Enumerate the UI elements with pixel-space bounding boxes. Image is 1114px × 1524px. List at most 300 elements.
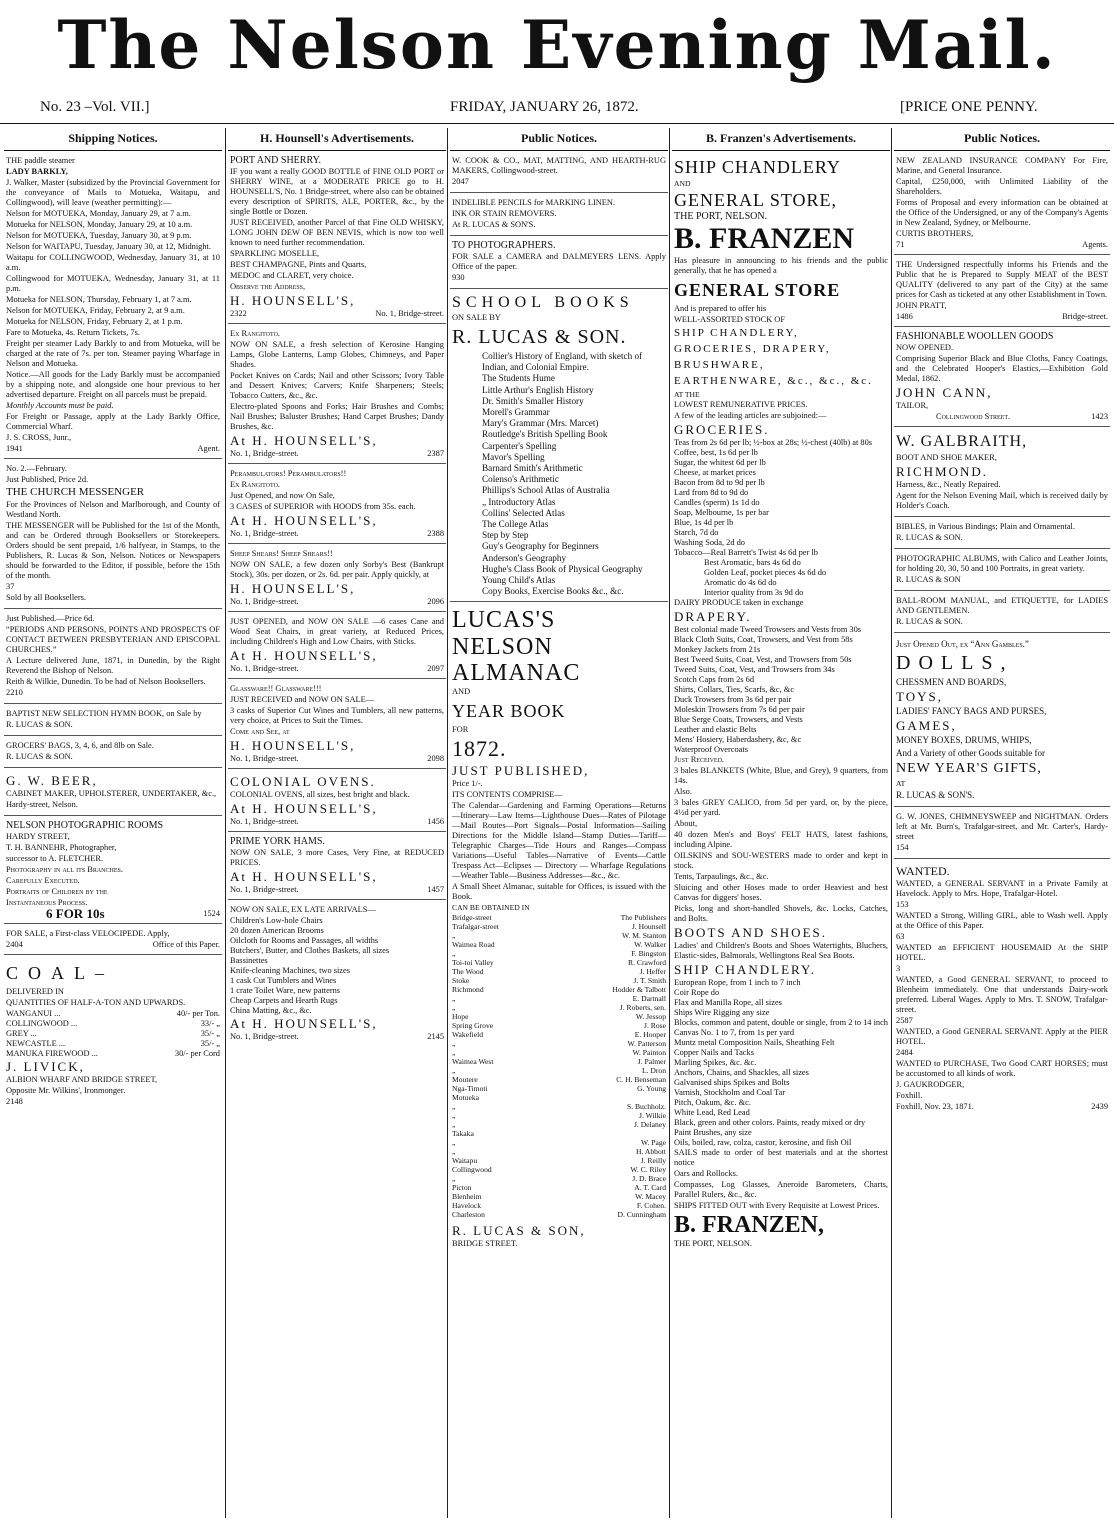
ad-number: 2145 (427, 1032, 444, 1041)
ad-line: No. 1, Bridge-street. (230, 817, 299, 826)
ad-line: GROCERIES, DRAPERY, (674, 343, 831, 355)
ad-line: R. LUCAS & SON. (896, 617, 963, 626)
ad-line: Monthly Accounts must be paid. (6, 401, 114, 410)
ad-line: R. LUCAS & SON (896, 575, 961, 584)
book-item: Barnard Smith's Arithmetic (482, 463, 583, 474)
ad-title: B. FRANZEN, (674, 1212, 825, 1238)
ad-title: At H. HOUNSELL'S, (230, 869, 378, 884)
ad-line: FOR SALE a CAMERA and DALMEYERS LENS. Apply Office of the paper. (452, 252, 666, 271)
ad-line: NOW OPENED. (896, 343, 954, 352)
book-item: Mary's Grammar (Mrs. Marcet) (482, 418, 599, 429)
agent-place: Takaka (452, 1129, 474, 1139)
ad-number: 2439 (1091, 1102, 1108, 1111)
ad-line: Forms of Proposal and every information can be obtained at the Office of the Undersigned, or any of the Company's Agents in New Zealand, Sydney, or Melbourne. (896, 198, 1108, 227)
ad-port-sherry (228, 154, 446, 324)
ad-perambulators (228, 467, 446, 544)
agent-place: „ (452, 931, 456, 941)
list-item: Blue, 1s 4d per lb (674, 518, 734, 527)
ad-line: Bridge-street. (1062, 312, 1108, 321)
ad-line: No. 1, Bridge-street. (230, 529, 299, 538)
book-item: Carpenter's Spelling (482, 440, 557, 451)
list-item: Canvas No. 1 to 7, from 1s per yard (674, 1028, 795, 1037)
agent-place: Havelock (452, 1201, 482, 1211)
agent-place: Picton (452, 1183, 472, 1193)
ad-line: Hardy-street, Nelson. (6, 800, 78, 809)
ad-title: BOOTS AND SHOES. (674, 925, 827, 940)
list-item: 1 cask Cut Tumblers and Wines (230, 976, 337, 985)
ad-title: WANTED. (896, 864, 950, 878)
ad-line: Tents, Tarpaulings, &c., &c. (674, 872, 769, 881)
ad-number: 2097 (427, 664, 444, 673)
agent-place: Wakefield (452, 1030, 484, 1040)
agent-place: „ (452, 949, 456, 959)
list-item: Teas from 2s 6d per lb; ½-box at 28s; ½-chest (40lb) at 80s (674, 438, 873, 447)
ad-title: GENERAL STORE, (674, 190, 838, 210)
ad-title: R. LUCAS & SON. (452, 326, 627, 348)
agent-place: „ (452, 1048, 456, 1058)
agent-place: „ (452, 1174, 456, 1184)
agent-name: J. Reilly (640, 1156, 666, 1166)
agent-name: D. Cunningham (617, 1210, 666, 1220)
ad-title: DRAPERY. (674, 609, 752, 624)
ad-colonial-ovens (228, 772, 446, 832)
list-item: Aromatic do 4s 6d do (704, 578, 777, 587)
column-heading: Public Notices. (450, 128, 668, 151)
agent-place: Moutere (452, 1075, 478, 1085)
list-item: Marling Spikes, &c. &c. (674, 1058, 757, 1067)
ad-line: NOW ON SALE, 3 more Cases, Very Fine, at REDUCED PRICES. (230, 848, 444, 867)
agent-name: J. Wilkie (639, 1111, 666, 1121)
list-item: Best colonial made Tweed Trowsers and Vests from 30s (674, 625, 862, 634)
ad-number: 2404 (6, 940, 23, 949)
ad-title: COLONIAL OVENS. (230, 774, 376, 789)
list-item: Tweed Suits, Coat, Vest, and Trowsers from 34s (674, 665, 835, 674)
book-item: Hughe's Class Book of Physical Geography (482, 563, 643, 574)
agent-name: F. Bingston (631, 949, 666, 959)
ad-insurance (894, 154, 1110, 255)
ad-line: DELIVERED IN (6, 987, 64, 996)
list-item: Varnish, Stockholm and Coal Tar (674, 1088, 786, 1097)
ad-line: WANTED a Strong, Willing GIRL, able to Wash well. Apply at the Office of this Paper. (896, 911, 1108, 930)
ad-line: Agent. (197, 444, 220, 453)
ad-line: ON SALE BY (452, 313, 501, 322)
ad-title: R. LUCAS & SON, (452, 1223, 586, 1239)
ad-title: H. HOUNSELL'S, (230, 738, 356, 753)
list-item: China Matting, &c., &c. (230, 1006, 312, 1015)
ad-woollen-goods (894, 330, 1110, 427)
ad-title: TO PHOTOGRAPHERS. (452, 240, 556, 251)
list-item: Best Aromatic, bars 4s 6d do (704, 558, 801, 567)
agent-name: J. Rose (644, 1021, 666, 1031)
ad-title: NEW YEAR'S GIFTS, (896, 761, 1042, 776)
agent-name: R. Crawford (628, 958, 666, 968)
ad-number: 2387 (427, 449, 444, 458)
ad-line: Reith & Wilkie, Dunedin. To be had of Nelson Booksellers. (6, 677, 206, 686)
agent-place: Bridge-street (452, 913, 492, 923)
ad-line: Oars and Rollocks. (674, 1169, 738, 1178)
ad-line: NEW ZEALAND INSURANCE COMPANY For Fire, Marine, and General Insurance. (896, 156, 1108, 175)
ad-line: GROCERS' BAGS, 3, 4, 6, and 8lb on Sale. (6, 741, 154, 750)
coal-type: GREY ... (6, 1029, 37, 1038)
column-heading: Shipping Notices. (4, 128, 222, 151)
column-franzen (672, 128, 890, 1524)
ad-title: NELSON PHOTOGRAPHIC ROOMS (6, 820, 164, 831)
sailing-line: Motueka for NELSON, Friday, February 2, at 1 p.m. (6, 317, 183, 326)
ad-line: JUST RECEIVED, another Parcel of that Fine OLD WHISKY, LONG JOHN DEW OF BEN NEVIS, which is now too well known to need further recommendation. (230, 218, 444, 247)
ad-velocipede (4, 927, 222, 955)
agent-place: Charleston (452, 1210, 485, 1220)
ad-line: PHOTOGRAPHIC ALBUMS, with Calico and Leather Joints, for holding 20, 30, 50 and 100 Portraits, in great variety. (896, 554, 1108, 573)
ad-line: R. LUCAS & SON. (6, 752, 73, 761)
ad-title: GAMES, (896, 718, 957, 733)
agent-place: „ (452, 1138, 456, 1148)
ad-grocers-bags (4, 739, 222, 768)
ad-title: B. FRANZEN (674, 222, 855, 255)
ad-line: TAILOR, (896, 401, 929, 410)
ad-line: 40 dozen Men's and Boys' FELT HATS, latest fashions, including Alpine. (674, 830, 888, 849)
ad-title: J. LIVICK, (6, 1059, 85, 1074)
list-item: Lard from 8d to 9d do (674, 488, 749, 497)
list-item: Black, green and other colors. Paints, ready mixed or dry (674, 1118, 866, 1127)
agent-name: W. Macey (635, 1192, 666, 1202)
ad-title: JUST PUBLISHED, (452, 763, 590, 779)
ad-school-books (450, 292, 668, 602)
ad-line: No. 2.—February. (6, 464, 67, 473)
ad-wanted (894, 862, 1110, 1116)
ad-line: BOOT AND SHOE MAKER, (896, 453, 997, 462)
coal-type: NEWCASTLE ... (6, 1039, 66, 1048)
ad-line: SAILS made to order of best materials and at the shortest notice (674, 1148, 888, 1167)
ad-title: GENERAL STORE (674, 280, 841, 300)
coal-type: MANUKA FIREWOOD ... (6, 1049, 98, 1058)
list-item: Cheese, at market prices (674, 468, 756, 477)
ad-title: TOYS, (896, 689, 943, 704)
ad-line: BRUSHWARE, (674, 359, 765, 371)
ad-line: BAPTIST NEW SELECTION HYMN BOOK, on Sale by (6, 709, 202, 718)
ad-line: ALBION WHARF AND BRIDGE STREET, (6, 1075, 158, 1084)
ad-number: 2098 (427, 754, 444, 763)
ad-kerosine-lamps (228, 327, 446, 464)
ad-number: 1457 (427, 885, 444, 894)
ad-line: Ladies' and Children's Boots and Shoes Watertights, Bluchers, Elastic-sides, Balmorals, Wellingtons Real Sea Boots. (674, 941, 888, 960)
ad-number: 3 (896, 964, 901, 973)
ad-line: Harness, &c., Neatly Repaired. (896, 480, 1001, 489)
ad-line: LADY BARKLY, (6, 167, 68, 176)
ad-title: H. HOUNSELL'S, (230, 293, 356, 308)
agent-place: „ (452, 1039, 456, 1049)
ad-price: 6 FOR 10s (46, 906, 105, 921)
list-item: Coffee, best, 1s 6d per lb (674, 448, 758, 457)
list-item: Candles (sperm) 1s 1d do (674, 498, 760, 507)
list-item: Best Tweed Suits, Coat, Vest, and Trowsers from 50s (674, 655, 852, 664)
ad-number: 2148 (6, 1097, 23, 1106)
ad-line: AND (452, 687, 471, 697)
ad-line: W. COOK & CO., MAT, MATTING, AND HEARTH-RUG MAKERS, Collingwood-street. (452, 156, 666, 175)
ad-line: And a Variety of other Goods suitable for (896, 748, 1046, 758)
ad-line: CURTIS BROTHERS, (896, 229, 974, 238)
ad-line: Capital, £250,000, with Unlimited Liability of the Shareholders. (896, 177, 1108, 196)
ad-line: BIBLES, in Various Bindings; Plain and Ornamental. (896, 522, 1075, 531)
ad-line: AT (896, 779, 906, 788)
ad-church-messenger (4, 462, 222, 609)
ad-title: SCHOOL BOOKS (452, 294, 634, 311)
ad-photographic-rooms (4, 819, 222, 924)
ad-line: HARDY STREET, (6, 832, 70, 841)
agent-name: W. Patterson (627, 1039, 666, 1049)
list-item: Leather and elastic Belts (674, 725, 757, 734)
agent-name: J. D. Brace (632, 1174, 666, 1184)
ad-line: T. H. BANNEHR, Photographer, (6, 843, 117, 852)
agent-place: Toi-toi Valley (452, 958, 494, 968)
ad-line: successor to A. FLETCHER. (6, 854, 104, 863)
agent-name: J. Hounsell (631, 922, 666, 932)
sailing-line: Collingwood for MOTUEKA, Wednesday, January 31, at 11 p.m. (6, 274, 220, 293)
book-item: The Students Hume (482, 373, 555, 384)
masthead: The Nelson Evening Mail. (57, 6, 1057, 84)
agent-name: J. Palmer (637, 1057, 666, 1067)
ad-title: SHIP CHANDLERY. (674, 962, 816, 977)
list-item: Paint Brushes, any size (674, 1128, 752, 1137)
list-item: Soap, Melbourne, 1s per bar (674, 508, 769, 517)
ad-line: JOHN PRATT, (896, 301, 947, 310)
ad-line: NOW ON SALE, a few dozen only Sorby's Best (Bankrupt Stock), 30s. per dozen, or 2s. 6d. per pair. Apply quickly, at (230, 560, 444, 579)
ad-line: G. W. JONES, CHIMNEYSWEEP and NIGHTMAN. Orders left at Mr. Burn's, Trafalgar-street, and Mr. Carter's, Hardy-street (896, 812, 1108, 841)
column-shipping (4, 128, 222, 1524)
list-item: 20 dozen American Brooms (230, 926, 324, 935)
agent-name: S. Buchholz. (626, 1102, 666, 1112)
agent-name: W. Painton (632, 1048, 666, 1058)
agent-name: F. Cohen. (636, 1201, 666, 1211)
ad-title: SHIP CHANDLERY (674, 157, 841, 177)
list-item: White Lead, Red Lead (674, 1108, 750, 1117)
ad-line: Come and See, at (230, 727, 290, 736)
ad-line: Fare to Motueka, 4s. Return Tickets, 7s. (6, 328, 140, 337)
ad-title: Perambulators! Perambulators!! (230, 469, 347, 478)
list-item: Sugar, the whitest 6d per lb (674, 458, 766, 467)
list-item: Cheap Carpets and Hearth Rugs (230, 996, 338, 1005)
issue-date: FRIDAY, JANUARY 26, 1872. (450, 99, 639, 115)
ad-line: JUST RECEIVED and NOW ON SALE— (230, 695, 375, 704)
ad-dolls-toys (894, 636, 1110, 807)
sailing-line: Nelson for MOTUEKA, Friday, February 2, at 9 a.m. (6, 306, 185, 315)
ad-number: 2388 (427, 529, 444, 538)
ad-line: Instantaneous Process. (6, 898, 88, 907)
ad-number: 2210 (6, 688, 23, 697)
ad-chairs (228, 615, 446, 679)
ad-number: 930 (452, 273, 465, 282)
agent-place: Stoke (452, 976, 470, 986)
coal-price: 33/- „ (200, 1019, 220, 1028)
ad-almanac (450, 605, 668, 1254)
list-item: Pitch, Oakum, &c. &c. (674, 1098, 751, 1107)
column-heading: B. Franzen's Advertisements. (672, 128, 890, 151)
ad-title: JOHN CANN, (896, 385, 993, 400)
book-item: Little Arthur's English History (482, 384, 594, 395)
list-item: Scotch Caps from 2s 6d (674, 675, 755, 684)
ad-line: Comprising Superior Black and Blue Cloths, Fancy Coatings, and the Celebrated Hooper's Elastics,—Exhibition Gold Medal, 1862. (896, 354, 1108, 383)
ad-line: SHIPS FITTED OUT with Every Requisite at Lowest Prices. (674, 1201, 880, 1210)
ad-ballroom (894, 594, 1110, 633)
list-item: 1 crate Toilet Ware, new patterns (230, 986, 341, 995)
ad-line: 3 casks of Superior Cut Wines and Tumblers, all new patterns, very choice, at Prices to Suit the Times. (230, 706, 444, 725)
agent-name: W. C. Riley (630, 1165, 666, 1175)
ad-title: “PERIODS AND PERSONS, POINTS AND PROSPECTS OF CONTACT BETWEEN PRESBYTERIAN AND EPISCOPAL CHURCHES.” (6, 625, 220, 654)
ad-line: Agents. (1082, 240, 1108, 249)
list-item: Blocks, common and patent, double or single, from 2 to 14 inch (674, 1018, 888, 1027)
agent-place: Richmond (452, 985, 484, 995)
ad-line: 3 bales BLANKETS (White, Blue, and Grey), 9 quarters, from 14s. (674, 766, 888, 785)
column-public-notices (450, 128, 668, 1524)
ad-title: GROCERIES. (674, 422, 770, 437)
coal-price: 35/- „ (200, 1039, 220, 1048)
ad-line: R. LUCAS & SON. (6, 720, 73, 729)
list-item: Flax and Manilla Rope, all sizes (674, 998, 782, 1007)
ad-title: H. HOUNSELL'S, (230, 581, 356, 596)
list-item: Oilcloth for Rooms and Passages, all widths (230, 936, 379, 945)
ad-york-hams (228, 835, 446, 900)
agent-place: „ (452, 1111, 456, 1121)
ad-line: No. 1, Bridge-street. (230, 1032, 299, 1041)
ad-line: J. Walker, Master (subsidized by the Provincial Government for the conveyance of Mails to Motueka, Waitapu, and Collingwood), will leave (weather permitting):— (6, 178, 220, 207)
sailing-line: Motueka for NELSON, Monday, January 29, at 10 a.m. (6, 220, 193, 229)
ad-line: Picks, long and short-handled Shovels, &c. Locks, Catches, and Bolts. (674, 904, 888, 923)
agent-place: „ (452, 994, 456, 1004)
ad-line: 3 CASES of SUPERIOR with HOODS from 35s. each. (230, 502, 416, 511)
ad-line: LOWEST REMUNERATIVE PRICES. (674, 400, 808, 409)
list-item: Children's Low-hole Chairs (230, 916, 323, 925)
book-item: Young Child's Atlas (482, 575, 556, 586)
ad-number: 1524 (203, 909, 220, 918)
ad-line: Ex Rangitoto. (230, 329, 280, 338)
ad-line: J. GAUKRODGER, (896, 1080, 965, 1089)
book-item: The College Atlas (482, 519, 549, 530)
book-item: Phillips's School Atlas of Australia (482, 485, 610, 496)
ad-title: YEAR BOOK (452, 701, 566, 722)
agent-place: „ (452, 1066, 456, 1076)
ad-line: AND (674, 179, 691, 188)
ad-line: THE paddle steamer (6, 156, 75, 165)
ad-title: NELSON ALMANAC (452, 634, 581, 687)
coal-price: 40/- per Ton. (176, 1009, 220, 1018)
ad-title: Sheep Shears! Sheep Shears!! (230, 549, 333, 558)
column-heading: Public Notices. (894, 128, 1110, 151)
sailing-line: Nelson for WAITAPU, Tuesday, January 30, at 12, Midnight. (6, 242, 211, 251)
coal-price: 35/- „ (200, 1029, 220, 1038)
ad-line: BEST CHAMPAGNE, Pints and Quarts, (230, 260, 367, 269)
book-item: „ Introductory Atlas (482, 496, 556, 507)
coal-type: COLLINGWOOD ... (6, 1019, 78, 1028)
ad-cook-mats (450, 154, 668, 193)
ad-line: COLONIAL OVENS, all sizes, best bright and black. (230, 790, 410, 799)
ad-title: W. GALBRAITH, (896, 433, 1028, 450)
ad-line: Foxhill. (896, 1091, 923, 1100)
ad-line: A Small Sheet Almanac, suitable for Offices, is issued with the Book. (452, 882, 666, 902)
ad-line: No. 1, Bridge-street. (230, 449, 299, 458)
ad-line: INDELIBLE PENCILS for MARKING LINEN. (452, 198, 616, 207)
agent-name: E. Dartnall (632, 994, 666, 1004)
sailing-line: Motueka for NELSON, Thursday, February 1, at 7 a.m. (6, 295, 192, 304)
agent-place: Nga-Timoti (452, 1084, 488, 1094)
ad-line: DAIRY PRODUCE taken in exchange (674, 598, 804, 607)
ad-number: 63 (896, 932, 905, 941)
agent-name: W. M. Stanton (621, 931, 666, 941)
book-item: Step by Step (482, 530, 529, 541)
agent-name: W. Page (640, 1138, 666, 1148)
ad-title: FASHIONABLE WOOLLEN GOODS (896, 331, 1054, 342)
coal-type: WANGANUI ... (6, 1009, 61, 1018)
agent-name: C. H. Benseman (616, 1075, 666, 1085)
agent-name: The Publishers (620, 913, 666, 923)
ad-chimneysweep (894, 810, 1110, 859)
ad-title: THE CHURCH MESSENGER (6, 486, 145, 498)
ad-number: 153 (896, 900, 909, 909)
issue-price: [PRICE ONE PENNY. (900, 99, 1038, 115)
ad-line: CABINET MAKER, UPHOLSTERER, UNDERTAKER, &c., (6, 789, 217, 798)
ad-line: Price 1/-. (452, 779, 483, 789)
ad-line: WANTED, a Good GENERAL SERVANT, to proceed to Blenheim immediately. One that understands Dairy-work preferred. Liberal Wages. Apply to Mrs. T. SNOW, Trafalgar-street. (896, 975, 1108, 1014)
ad-line: Photography in all its Branches. (6, 865, 123, 874)
ad-line: INK OR STAIN REMOVERS. (452, 209, 557, 218)
ad-line: Has pleasure in announcing to his friends and the public generally, that he has opened a (674, 256, 888, 275)
ad-line: Just Opened Out, ex “Ann Gambles.” (896, 639, 1029, 649)
ad-glassware (228, 682, 446, 769)
agent-place: „ (452, 1120, 456, 1130)
agent-name: W. Walker (634, 940, 666, 950)
list-item: Black Cloth Suits, Coat, Trowsers, and Vest from 58s (674, 635, 853, 644)
ad-line: BRIDGE STREET. (452, 1239, 518, 1249)
agent-name: J. Roberts, sen. (619, 1003, 666, 1013)
agent-place: „ (452, 1102, 456, 1112)
list-item: European Rope, from 1 inch to 7 inch (674, 978, 801, 987)
ad-line: For the Provinces of Nelson and Marlborough, and County of Westland North. (6, 500, 220, 519)
ad-line: THE PORT, NELSON. (674, 1239, 752, 1248)
ad-title: 1872. (452, 736, 507, 762)
agent-name: G. Young (637, 1084, 666, 1094)
ad-line: Electro-plated Spoons and Forks; Hair Brushes and Combs; Nail Brushes; Baluster Brushes; Hand Carpet Brushes; Dandy Brushes, &c. (230, 402, 444, 431)
ad-number: 37 (6, 582, 15, 591)
ad-line: WANTED to PURCHASE, Two Good CART HORSES; must be accustomed to all kinds of work. (896, 1059, 1108, 1078)
book-item: Dr. Smith's Smaller History (482, 395, 584, 406)
list-item: Mens' Hosiery, Haberdashery, &c, &c (674, 735, 802, 744)
ad-line: R. LUCAS & SON. (896, 533, 963, 542)
book-item: Morell's Grammar (482, 407, 550, 418)
ad-line: Portraits of Children by the (6, 887, 108, 896)
ad-number: 1456 (427, 817, 444, 826)
agent-name: Hodder & Talbott (612, 985, 666, 995)
ad-bibles (894, 520, 1110, 549)
ad-line: About, (674, 819, 698, 828)
ad-line: LADIES' FANCY BAGS AND PURSES, (896, 706, 1047, 716)
ad-line: WANTED, a Good GENERAL SERVANT. Apply at the PIER HOTEL. (896, 1027, 1108, 1046)
ad-lady-barkly (4, 154, 222, 459)
ad-title: At H. HOUNSELL'S, (230, 648, 378, 663)
list-item: Tobacco—Real Barrett's Twist 4s 6d per lb (674, 548, 818, 557)
ad-title: At H. HOUNSELL'S, (230, 801, 378, 816)
agent-name: J. Heffer (639, 967, 666, 977)
ad-hymn-book (4, 707, 222, 736)
agent-place: „ (452, 1003, 456, 1013)
ad-line: THE PORT, NELSON. (674, 211, 768, 222)
ad-line: A Lecture delivered June, 1871, in Dunedin, by the Right Reverend the Bishop of Nelson. (6, 656, 220, 675)
book-item: Guy's Geography for Beginners (482, 541, 599, 552)
ad-line: MONEY BOXES, DRUMS, WHIPS, (896, 735, 1032, 745)
ad-line: Just Opened, and now On Sale, (230, 491, 335, 500)
agent-place: Collingwood (452, 1165, 492, 1175)
list-item: Coir Rope do (674, 988, 720, 997)
agent-name: H. Abbott (636, 1147, 666, 1157)
ad-line: CHESSMEN AND BOARDS, (896, 677, 1007, 687)
ad-line: No. 1, Bridge-street. (230, 664, 299, 673)
